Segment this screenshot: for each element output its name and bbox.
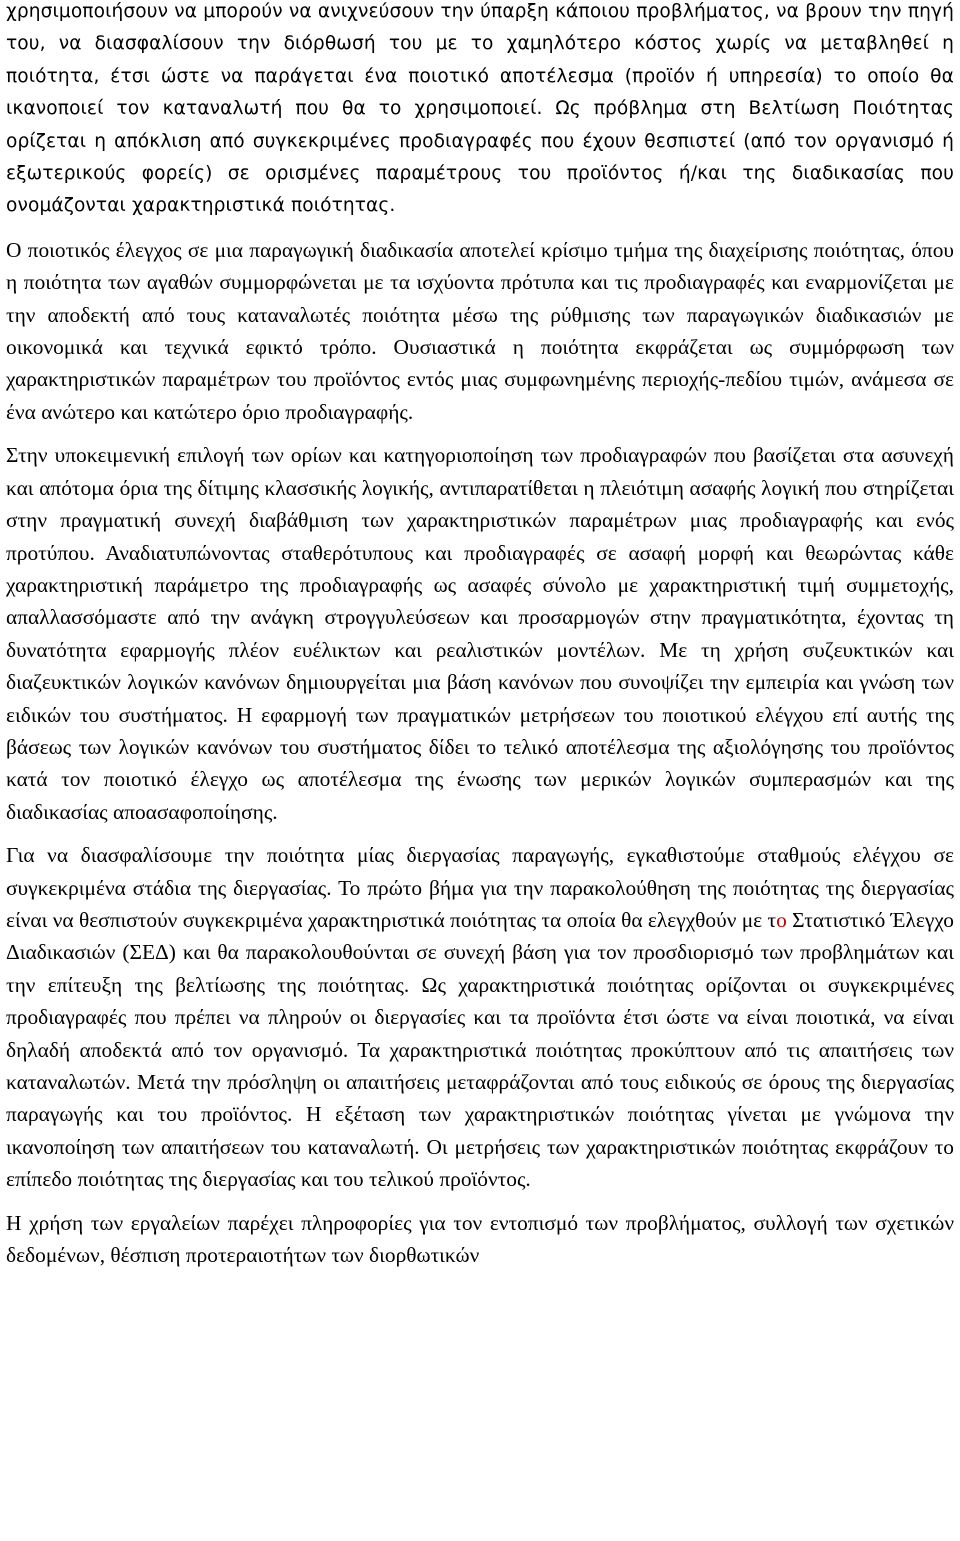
- paragraph-5: Η χρήση των εργαλείων παρέχει πληροφορίες για τον εντοπισμό των προβλήματος, συλλογή των σχετικών δεδομένων, θέσπιση προτεραιοτήτων των διορθωτικών: [6, 1210, 954, 1268]
- paragraph-4: [6, 839, 954, 1195]
- paragraph-4-highlight-letter: ο: [776, 907, 787, 932]
- paragraph-3: Στην υποκειμενική επιλογή των ορίων και κατηγοριοποίηση των προδιαγραφών που βασίζεται στα ασυνεχή και απότομα όρια της δίτιμης κλασσικής λογικής, αντιπαρατίθεται η πλειότιμη ασαφής λογική που στηρίζεται στην πραγματική συνεχή διαβάθμιση των χαρακτηριστικών παραμέτρων μιας προδιαγραφής και ενός προτύπου. Αναδιατυπώνοντας σταθερότυπους και προδιαγραφές σε ασαφή μορφή και θεωρώντας κάθε χαρακτηριστική παράμετρο της προδιαγραφής ως ασαφές σύνολο με χαρακτηριστική τιμή συμμετοχής, απαλλασσόμαστε από την ανάγκη στρογγυλεύσεων και προσαρμογών στην πραγματικότητα, έχοντας τη δυνατότητα εφαρμογής πλέον ευέλικτων και ρεαλιστικών μοντέλων. Με τη χρήση συζευκτικών και διαζευκτικών λογικών κανόνων δημιουργείται μια βάση κανόνων που συνοψίζει την εμπειρία και γνώση των ειδικών του συστήματος. Η εφαρμογή των πραγματικών μετρήσεων του ποιοτικού ελέγχου επί αυτής της βάσεως των λογικών κανόνων του συστήματος δίδει το τελικό αποτέλεσμα της αξιολόγησης του προϊόντος κατά τον ποιοτικό έλεγχο ως αποτέλεσμα της ένωσης των μερικών λογικών συμπερασμών και της διαδικασίας αποασαφοποίησης.: [6, 443, 954, 824]
- paragraph-4-text-a: Για να διασφαλίσουμε την ποιότητα μίας διεργασίας παραγωγής, εγκαθιστούμε σταθμούς ελέγχου σε συγκεκριμένα στάδια της διεργασίας. Το πρώτο βήμα για την παρακολούθηση της ποιότητας της διεργασίας είναι να θεσπιστούν συγκεκριμένα χαρακτηριστικά ποιότητας τα οποία θα ελεγχθούν με τ: [6, 843, 954, 932]
- paragraph-4-text-b: Στατιστικό Έλεγχο Διαδικασιών (ΣΕΔ) και θα παρακολουθούνται σε συνεχή βάση για τον προσδιορισμό των προβλημάτων και την επίτευξη της βελτίωσης της ποιότητας. Ως χαρακτηριστικά ποιότητας ορίζονται οι συγκεκριμένες προδιαγραφές που πρέπει να πληρούν οι διεργασίες και τα προϊόντα έτσι ώστε να είναι ποιοτικά, να είναι δηλαδή αποδεκτά από τον οργανισμό. Τα χαρακτηριστικά ποιότητας προκύπτουν από τις απαιτήσεις των καταναλωτών. Μετά την πρόσληψη οι απαιτήσεις μεταφράζονται από τους ειδικούς σε όρους της διεργασίας παραγωγής και του προϊόντος. Η εξέταση των χαρακτηριστικών ποιότητας γίνεται με γνώμονα την ικανοποίηση των απαιτήσεων του καταναλωτή. Οι μετρήσεις των χαρακτηριστικών ποιότητας εκφράζουν το επίπεδο ποιότητας της διεργασίας και του τελικού προϊόντος.: [6, 907, 955, 1192]
- paragraph-2: Ο ποιοτικός έλεγχος σε μια παραγωγική διαδικασία αποτελεί κρίσιμο τμήμα της διαχείρισης ποιότητας, όπου η ποιότητα των αγαθών συμμορφώνεται με τα ισχύοντα πρότυπα και τις προδιαγραφές και εναρμονίζεται με την αποδεκτή από τους καταναλωτές ποιότητα μέσω της ρύθμισης των παραγωγικών διαδικασιών με οικονομικά και τεχνικά εφικτό τρόπο. Ουσιαστικά η ποιότητα εκφράζεται ως συμμόρφωση των χαρακτηριστικών παραμέτρων του προϊόντος εντός μιας συμφωνημένης περιοχής-πεδίου τιμών, ανάμεσα σε ένα ανώτερο και κατώτερο όριο προδιαγραφής.: [6, 237, 954, 424]
- document-page: [6, 0, 954, 1282]
- paragraph-1: χρησιμοποιήσουν να μπορούν να ανιχνεύσουν την ύπαρξη κάποιου προβλήματος, να βρουν την πηγή του, να διασφαλίσουν την διόρθωσή του με το χαμηλότερο κόστος χωρίς να μεταβληθεί η ποιότητα, έτσι ώστε να παράγεται ένα ποιοτικό αποτέλεσμα (προϊόν ή υπηρεσία) το οποίο θα ικανοποιεί τον καταναλωτή που θα το χρησιμοποιεί. Ως πρόβλημα στη Βελτίωση Ποιότητας ορίζεται η απόκλιση από συγκεκριμένες προδιαγραφές που έχουν θεσπιστεί (από τον οργανισμό ή εξωτερικούς φορείς) σε ορισμένες παραμέτρους του προϊόντος ή/και της διαδικασίας που ονομάζονται χαρακτηριστικά ποιότητας.: [6, 1, 954, 217]
